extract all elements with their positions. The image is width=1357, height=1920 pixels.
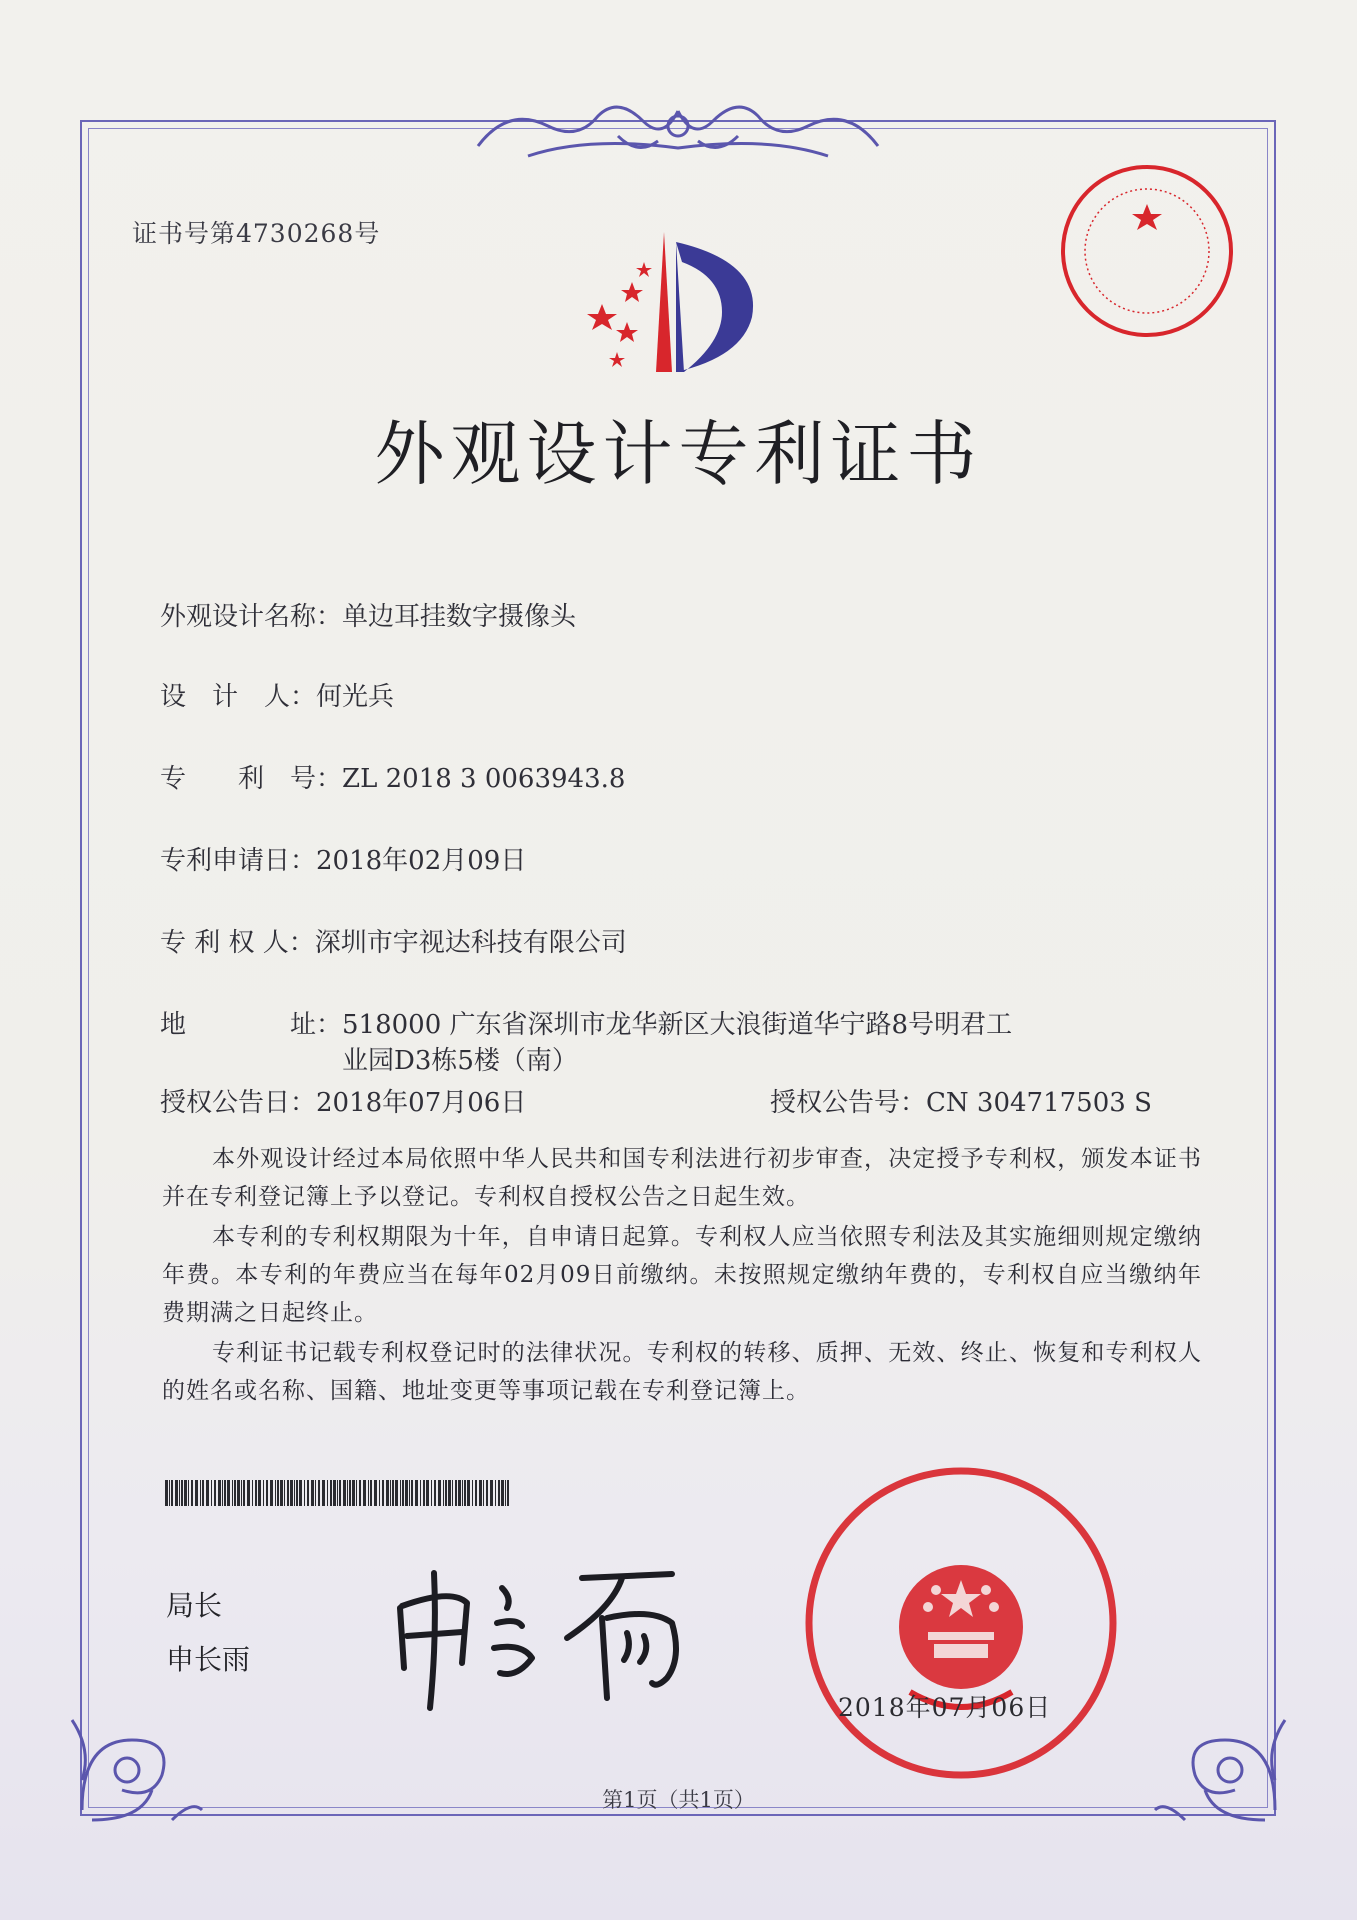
barcode-bar xyxy=(337,1480,338,1506)
patentee-label: 专 利 权 人： xyxy=(160,928,315,958)
barcode-bar xyxy=(175,1480,178,1506)
barcode-bar xyxy=(382,1480,384,1506)
barcode-bar xyxy=(445,1480,447,1506)
barcode-bar xyxy=(452,1480,453,1506)
barcode-bar xyxy=(356,1480,357,1506)
barcode-bar xyxy=(359,1480,361,1506)
patentee-row xyxy=(160,922,627,959)
barcode-bar xyxy=(296,1480,298,1506)
grant-number-value: CN 304717503 S xyxy=(926,1088,1152,1118)
barcode-bar xyxy=(390,1480,391,1506)
certificate-title: 外观设计专利证书 xyxy=(374,413,983,495)
address-value-line1: 518000 广东省深圳市龙华新区大浪街道华宁路8号明君工 xyxy=(342,1010,1013,1040)
barcode-bar xyxy=(363,1480,366,1506)
filing-date-row xyxy=(160,840,526,877)
barcode-bar xyxy=(458,1480,461,1506)
barcode-bar xyxy=(184,1480,187,1506)
barcode-bar xyxy=(258,1480,261,1506)
barcode-bar xyxy=(171,1480,173,1506)
design-name-value: 单边耳挂数字摄像头 xyxy=(342,602,577,632)
chief-name: 申长雨 xyxy=(166,1643,251,1676)
barcode-bar xyxy=(386,1480,389,1506)
barcode-bar xyxy=(374,1480,377,1506)
address-row xyxy=(160,1004,1012,1041)
barcode-bar xyxy=(169,1480,170,1506)
barcode-bar xyxy=(339,1480,341,1506)
barcode-bar xyxy=(420,1480,421,1506)
barcode-bar xyxy=(277,1480,279,1506)
barcode-bar xyxy=(322,1480,325,1506)
barcode-bar xyxy=(275,1480,276,1506)
barcode-bar xyxy=(214,1480,216,1506)
page-number: 第1页（共1页） xyxy=(602,1788,755,1812)
grant-date-row xyxy=(160,1082,526,1119)
design-name-label: 外观设计名称： xyxy=(160,602,343,632)
barcode-bar xyxy=(423,1480,425,1506)
barcode-bar xyxy=(498,1480,500,1506)
grant-date-value: 2018年07月06日 xyxy=(316,1088,527,1118)
barcode-bar xyxy=(495,1480,496,1506)
certificate-number: 证书号第4730268号 xyxy=(132,219,381,248)
barcode-bar xyxy=(426,1480,429,1506)
barcode-bar xyxy=(327,1480,328,1506)
address-value-line2: 业园D3栋5楼（南） xyxy=(342,1046,578,1076)
barcode-bar xyxy=(188,1480,189,1506)
barcode-bar xyxy=(343,1480,346,1506)
barcode-bar xyxy=(179,1480,180,1506)
barcode-bar xyxy=(252,1480,253,1506)
barcode-bar xyxy=(434,1480,436,1506)
barcode-bar xyxy=(347,1480,348,1506)
barcode-bar xyxy=(490,1480,493,1506)
barcode-bar xyxy=(479,1480,482,1506)
barcode-bar xyxy=(232,1480,233,1506)
barcode-bar xyxy=(206,1480,209,1506)
barcode-bar xyxy=(370,1480,372,1506)
grant-number-label: 授权公告号： xyxy=(770,1088,927,1118)
barcode-bar xyxy=(475,1480,477,1506)
barcode-bar xyxy=(409,1480,410,1506)
barcode-bar xyxy=(181,1480,183,1506)
barcode-bar xyxy=(299,1480,302,1506)
filing-date-value: 2018年02月09日 xyxy=(316,846,527,876)
barcode-bar xyxy=(443,1480,444,1506)
barcode-bar xyxy=(431,1480,432,1506)
barcode-bar xyxy=(472,1480,473,1506)
patent-number-row xyxy=(160,758,625,795)
barcode-bar xyxy=(318,1480,320,1506)
patent-number-label: 专 利 号： xyxy=(160,764,343,794)
barcode-bar xyxy=(333,1480,336,1506)
paragraph-3: 专利证书记载专利权登记时的法律状况。专利权的转移、质押、无效、终止、恢复和专利权人的姓名或名称、国籍、地址变更等事项记载在专利登记簿上。 xyxy=(162,1340,1202,1404)
barcode-bar xyxy=(315,1480,316,1506)
barcode-bar xyxy=(227,1480,230,1506)
designer-label: 设 计 人： xyxy=(160,682,317,712)
barcode-bar xyxy=(234,1480,236,1506)
barcode-bar xyxy=(349,1480,351,1506)
barcode-bar xyxy=(464,1480,466,1506)
barcode-bar xyxy=(438,1480,441,1506)
barcode-bar xyxy=(455,1480,457,1506)
barcode-bar xyxy=(395,1480,398,1506)
barcode-bar xyxy=(218,1480,221,1506)
barcode-bar xyxy=(195,1480,198,1506)
barcode-bar xyxy=(270,1480,273,1506)
barcode-bar xyxy=(237,1480,240,1506)
address-row-continued xyxy=(342,1040,578,1077)
barcode-bar xyxy=(486,1480,488,1506)
barcode-bar xyxy=(247,1480,250,1506)
barcode-bar xyxy=(280,1480,283,1506)
barcode-bar xyxy=(411,1480,413,1506)
barcode-bar xyxy=(304,1480,305,1506)
designer-row xyxy=(160,676,394,713)
official-seal xyxy=(800,1462,1122,1784)
barcode-bar xyxy=(222,1480,223,1506)
barcode-bar xyxy=(392,1480,394,1506)
paragraph-1: 本外观设计经过本局依照中华人民共和国专利法进行初步审查，决定授予专利权，颁发本证书并在专利登记簿上予以登记。专利权自授权公告之日起生效。 xyxy=(162,1146,1202,1210)
barcode-bar xyxy=(165,1480,168,1506)
barcode-bar xyxy=(263,1480,264,1506)
barcode-bar xyxy=(405,1480,408,1506)
chief-title: 局长 xyxy=(166,1589,223,1622)
designer-value: 何光兵 xyxy=(316,682,395,712)
design-name-row xyxy=(160,596,576,633)
filing-date-label: 专利申请日： xyxy=(160,846,317,876)
barcode-bar xyxy=(287,1480,289,1506)
barcode-bar xyxy=(368,1480,369,1506)
paragraph-2: 本专利的专利权期限为十年，自申请日起算。专利权人应当依照专利法及其实施细则规定缴纳年费。本专利的年费应当在每年02月09日前缴纳。未按照规定缴纳年费的，专利权自应当缴纳年费期满之日起终止。 xyxy=(162,1224,1202,1326)
signature xyxy=(382,1548,702,1718)
tax-stamp xyxy=(1058,162,1236,340)
barcode-bar xyxy=(200,1480,201,1506)
barcode-bar xyxy=(505,1480,506,1506)
barcode-bar xyxy=(311,1480,314,1506)
barcode-bar xyxy=(462,1480,463,1506)
barcode-bar xyxy=(448,1480,451,1506)
barcode-bar xyxy=(307,1480,309,1506)
barcode-bar xyxy=(507,1480,509,1506)
barcode-bar xyxy=(467,1480,470,1506)
address-label: 地 址： xyxy=(160,1010,343,1040)
barcode xyxy=(165,1480,513,1506)
barcode-bar xyxy=(330,1480,332,1506)
barcode-bar xyxy=(211,1480,212,1506)
seal-date: 2018年07月06日 xyxy=(838,1693,1052,1722)
barcode-bar xyxy=(501,1480,504,1506)
patentee-value: 深圳市宇视达科技有限公司 xyxy=(314,928,627,958)
barcode-bar xyxy=(243,1480,245,1506)
barcode-bar xyxy=(224,1480,226,1506)
barcode-bar xyxy=(294,1480,295,1506)
barcode-bar xyxy=(402,1480,404,1506)
barcode-bar xyxy=(241,1480,242,1506)
barcode-bar xyxy=(400,1480,401,1506)
barcode-bar xyxy=(266,1480,268,1506)
barcode-bar xyxy=(191,1480,193,1506)
barcode-bar xyxy=(379,1480,380,1506)
barcode-bar xyxy=(255,1480,257,1506)
barcode-bar xyxy=(202,1480,204,1506)
grant-date-label: 授权公告日： xyxy=(160,1088,317,1118)
barcode-bar xyxy=(483,1480,484,1506)
barcode-bar xyxy=(284,1480,285,1506)
barcode-bar xyxy=(415,1480,418,1506)
patent-number-value: ZL 2018 3 0063943.8 xyxy=(342,764,626,794)
grant-number-row xyxy=(770,1082,1152,1119)
cnipa-logo xyxy=(572,222,782,382)
barcode-bar xyxy=(352,1480,355,1506)
barcode-bar xyxy=(290,1480,293,1506)
top-ornament xyxy=(468,86,888,166)
